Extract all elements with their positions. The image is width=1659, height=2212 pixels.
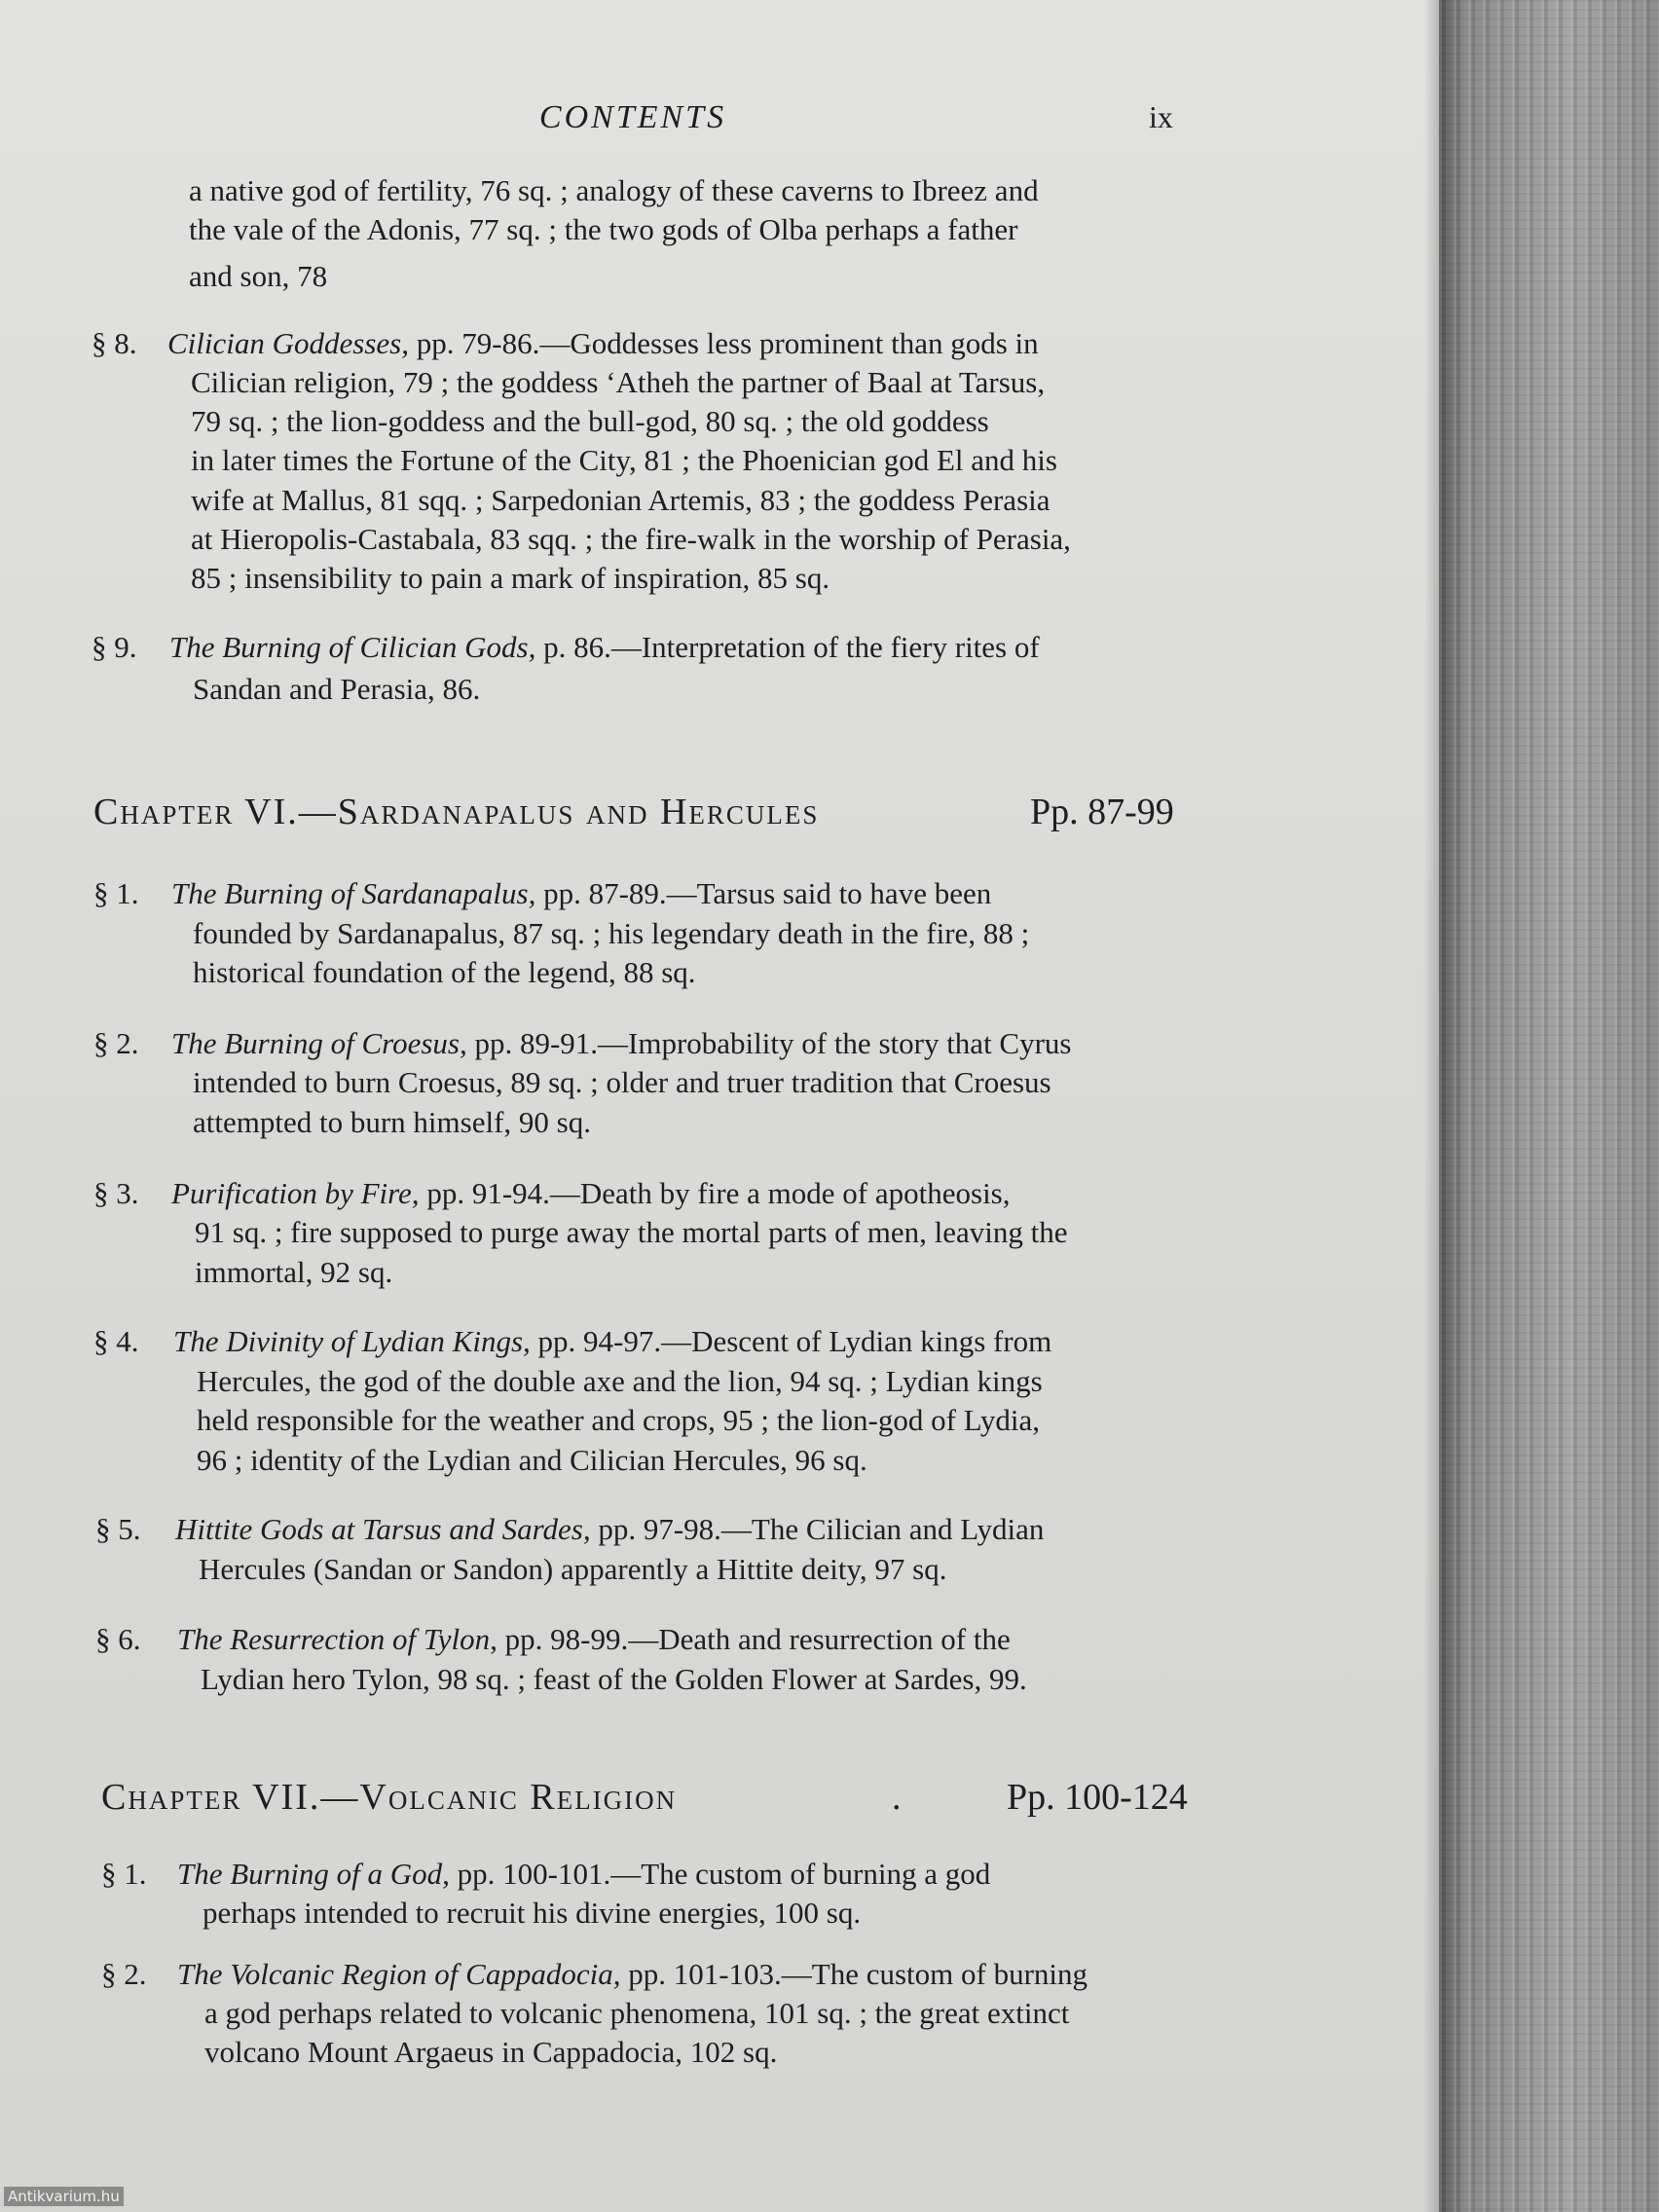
- section-summary: pp. 91-94.—Death by fire a mode of apotheosis,: [419, 1176, 1011, 1210]
- text-line: a god perhaps related to volcanic phenomena, 101 sq. ; the great extinct: [204, 1996, 1070, 2030]
- entry-first-line: [177, 1620, 1011, 1660]
- section-summary: pp. 101-103.—The custom of burning: [620, 1957, 1088, 1991]
- text-line: 96 ; identity of the Lydian and Cilician Hercules, 96 sq.: [197, 1443, 867, 1477]
- text-line: and son, 78: [189, 259, 328, 293]
- section-title: Purification by Fire,: [171, 1176, 420, 1210]
- entry-first-line: [173, 1322, 1051, 1362]
- section-number: § 5.: [95, 1512, 141, 1546]
- section-title: Hittite Gods at Tarsus and Sardes,: [175, 1512, 591, 1546]
- chapter-7-heading: [101, 1776, 677, 1819]
- section-title: The Volcanic Region of Cappadocia,: [177, 1957, 621, 1991]
- wooden-surface: [1439, 0, 1659, 2212]
- section-title: The Burning of a God,: [177, 1857, 450, 1891]
- section-summary: pp. 87-89.—Tarsus said to have been: [535, 876, 992, 910]
- section-summary: pp. 79-86.—Goddesses less prominent than gods in: [409, 326, 1039, 360]
- text-line: Sandan and Perasia, 86.: [193, 672, 481, 706]
- watermark-label: Antikvarium.hu: [4, 2187, 124, 2206]
- entry-first-line: [177, 1855, 990, 1895]
- text-line: held responsible for the weather and crops, 95 ; the lion-god of Lydia,: [197, 1403, 1041, 1437]
- text-line: at Hieropolis-Castabala, 83 sqq. ; the fire-walk in the worship of Perasia,: [191, 522, 1071, 556]
- section-summary: pp. 94-97.—Descent of Lydian kings from: [530, 1324, 1052, 1358]
- section-title: The Burning of Sardanapalus,: [171, 876, 536, 910]
- text-line: Cilician religion, 79 ; the goddess ‘Atheh the partner of Baal at Tarsus,: [191, 365, 1046, 399]
- entry-first-line: [171, 1174, 1011, 1214]
- text-line: immortal, 92 sq.: [195, 1255, 393, 1289]
- entry-first-line: [171, 874, 991, 914]
- section-summary: pp. 89-91.—Improbability of the story that Cyrus: [466, 1026, 1072, 1060]
- section-number: § 6.: [95, 1622, 141, 1656]
- chapter-label: Chapter VII.—Volcanic Religion: [101, 1777, 678, 1818]
- section-title: The Burning of Cilician Gods,: [169, 630, 536, 664]
- chapter-7-pages: Pp. 100-124: [1007, 1777, 1188, 1818]
- section-summary: pp. 100-101.—The custom of burning a god: [449, 1857, 991, 1891]
- text-line: Lydian hero Tylon, 98 sq. ; feast of the Golden Flower at Sardes, 99.: [201, 1662, 1027, 1696]
- entry-first-line: [175, 1510, 1044, 1550]
- entry-first-line: [169, 628, 1040, 668]
- text-line: a native god of fertility, 76 sq. ; analogy of these caverns to Ibreez and: [189, 173, 1039, 207]
- text-line: 85 ; insensibility to pain a mark of inspiration, 85 sq.: [191, 561, 830, 595]
- text-line: historical foundation of the legend, 88 sq.: [193, 955, 696, 989]
- section-summary: pp. 98-99.—Death and resurrection of the: [497, 1622, 1011, 1656]
- text-line: perhaps intended to recruit his divine energies, 100 sq.: [203, 1896, 862, 1930]
- running-head-title: CONTENTS: [538, 99, 727, 135]
- chapter-6-heading: [93, 791, 819, 833]
- entry-first-line: [177, 1955, 1088, 1995]
- page-edge-shadow: [1423, 0, 1439, 2212]
- text-line: 79 sq. ; the lion-goddess and the bull-god, 80 sq. ; the old goddess: [191, 404, 989, 438]
- section-summary: pp. 97-98.—The Cilician and Lydian: [590, 1512, 1045, 1546]
- chapter-7-leader-dot: .: [892, 1777, 902, 1818]
- chapter-6-pages: Pp. 87-99: [1030, 792, 1174, 832]
- section-number: § 2.: [101, 1957, 147, 1991]
- text-line: volcano Mount Argaeus in Cappadocia, 102 sq.: [204, 2035, 778, 2069]
- section-number: § 1.: [101, 1857, 147, 1891]
- page-number: ix: [1149, 99, 1173, 134]
- text-line: in later times the Fortune of the City, 81 ; the Phoenician god El and his: [191, 443, 1057, 477]
- entry-first-line: [171, 1024, 1072, 1064]
- chapter-label: Chapter VI.—Sardanapalus and Hercules: [93, 792, 820, 832]
- text-line: wife at Mallus, 81 sqq. ; Sarpedonian Artemis, 83 ; the goddess Perasia: [191, 483, 1051, 517]
- section-summary: p. 86.—Interpretation of the fiery rites of: [535, 630, 1040, 664]
- text-line: founded by Sardanapalus, 87 sq. ; his legendary death in the fire, 88 ;: [193, 916, 1030, 950]
- text-line: Hercules (Sandan or Sandon) apparently a Hittite deity, 97 sq.: [199, 1552, 947, 1586]
- section-title: Cilician Goddesses,: [167, 326, 409, 360]
- section-number: § 3.: [93, 1176, 139, 1210]
- text-line: intended to burn Croesus, 89 sq. ; older and truer tradition that Croesus: [193, 1065, 1051, 1099]
- section-title: The Burning of Croesus,: [171, 1026, 467, 1060]
- entry-first-line: [167, 324, 1039, 364]
- section-number: § 2.: [93, 1026, 139, 1060]
- section-title: The Resurrection of Tylon,: [177, 1622, 498, 1656]
- text-line: the vale of the Adonis, 77 sq. ; the two gods of Olba perhaps a father: [189, 212, 1018, 246]
- text-line: Hercules, the god of the double axe and the lion, 94 sq. ; Lydian kings: [197, 1364, 1043, 1398]
- section-number: § 8.: [92, 326, 137, 360]
- text-line: 91 sq. ; fire supposed to purge away the mortal parts of men, leaving the: [195, 1215, 1068, 1249]
- text-line: attempted to burn himself, 90 sq.: [193, 1105, 591, 1139]
- section-title: The Divinity of Lydian Kings,: [173, 1324, 531, 1358]
- section-number: § 9.: [92, 630, 137, 664]
- section-number: § 1.: [93, 876, 139, 910]
- section-number: § 4.: [93, 1324, 139, 1358]
